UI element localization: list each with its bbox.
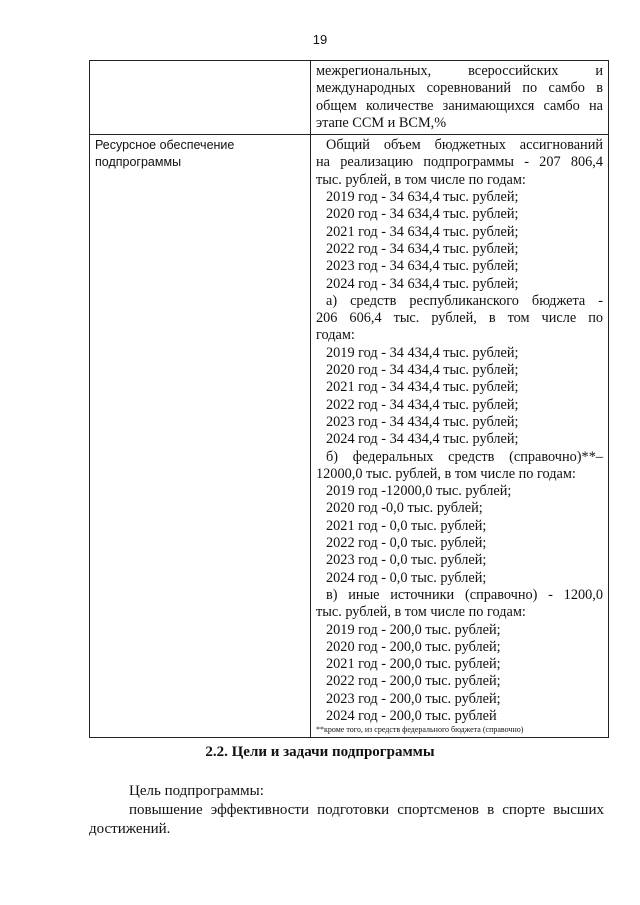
goal-label: Цель подпрограммы: [129, 783, 264, 799]
footnote: **кроме того, из средств федерального бюджета (справочно) [316, 725, 524, 735]
year-line: 2020 год - 34 434,4 тыс. рублей; [326, 362, 519, 379]
year-line: 2023 год - 34 634,4 тыс. рублей; [326, 258, 519, 275]
year-line: 2020 год - 200,0 тыс. рублей; [326, 638, 501, 655]
year-line: 2019 год - 200,0 тыс. рублей; [326, 621, 501, 638]
year-line: 2024 год - 0,0 тыс. рублей; [326, 569, 487, 586]
year-line: 2019 год - 34 634,4 тыс. рублей; [326, 189, 519, 206]
section-heading: 2.2. Цели и задачи подпрограммы [205, 744, 435, 760]
text-line: тыс. рублей, в том числе по годам: [316, 171, 526, 188]
year-line: 2022 год - 200,0 тыс. рублей; [326, 673, 501, 690]
text-line: этапе ССМ и ВСМ,% [316, 114, 447, 131]
table-row [90, 61, 609, 135]
table-row [90, 135, 609, 738]
row-label-resources: Ресурсное обеспечение подпрограммы [90, 135, 311, 738]
year-line: 2021 год - 34 634,4 тыс. рублей; [326, 223, 519, 240]
year-line: 2019 год - 34 434,4 тыс. рублей; [326, 344, 519, 361]
text-line: 206 606,4 тыс. рублей, в том числе по [316, 310, 603, 327]
text-line: межрегиональных, всероссийских и [316, 63, 603, 79]
year-line: 2021 год - 0,0 тыс. рублей; [326, 517, 487, 534]
year-line: 2023 год - 0,0 тыс. рублей; [326, 552, 487, 569]
text-line: международных соревнований по самбо в [316, 80, 603, 97]
goal-text: повышение эффективности подготовки спортсменов в спорте высших достижений. [89, 802, 604, 837]
text-line: общем количестве занимающихся самбо на [316, 97, 603, 114]
year-line: 2021 год - 200,0 тыс. рублей; [326, 656, 501, 673]
text-line: тыс. рублей, в том числе по годам: [316, 604, 526, 621]
year-line: 2022 год - 34 634,4 тыс. рублей; [326, 240, 519, 257]
year-line: 2024 год - 34 634,4 тыс. рублей; [326, 275, 519, 292]
row-label-empty [90, 61, 311, 135]
year-line: 2022 год - 34 434,4 тыс. рублей; [326, 396, 519, 413]
year-line: 2023 год - 34 434,4 тыс. рублей; [326, 413, 519, 430]
text-line: Общий объем бюджетных ассигнований [326, 137, 603, 154]
year-line: 2021 год - 34 434,4 тыс. рублей; [326, 379, 519, 396]
text-line: а) средств республиканского бюджета - [326, 292, 603, 309]
year-line: 2024 год - 34 434,4 тыс. рублей; [326, 431, 519, 448]
page-number: 19 [312, 32, 328, 47]
year-line: 2020 год - 34 634,4 тыс. рублей; [326, 206, 519, 223]
resources-cell [311, 135, 609, 738]
indicator-cell [311, 61, 609, 135]
year-line: 2023 год - 200,0 тыс. рублей; [326, 690, 501, 707]
goal-block [89, 782, 604, 839]
year-line: 2020 год -0,0 тыс. рублей; [326, 500, 483, 517]
text-line: 12000,0 тыс. рублей, в том числе по годам: [316, 465, 576, 482]
subprogram-passport-table [89, 60, 609, 738]
text-line: в) иные источники (справочно) - 1200,0 [326, 586, 603, 603]
text-line: на реализацию подпрограммы - 207 806,4 [316, 154, 603, 171]
text-line: годам: [316, 327, 355, 344]
year-line: 2022 год - 0,0 тыс. рублей; [326, 535, 487, 552]
text-line: б) федеральных средств (справочно)**– [326, 448, 603, 465]
year-line: 2019 год -12000,0 тыс. рублей; [326, 483, 512, 500]
year-line: 2024 год - 200,0 тыс. рублей [326, 707, 497, 724]
